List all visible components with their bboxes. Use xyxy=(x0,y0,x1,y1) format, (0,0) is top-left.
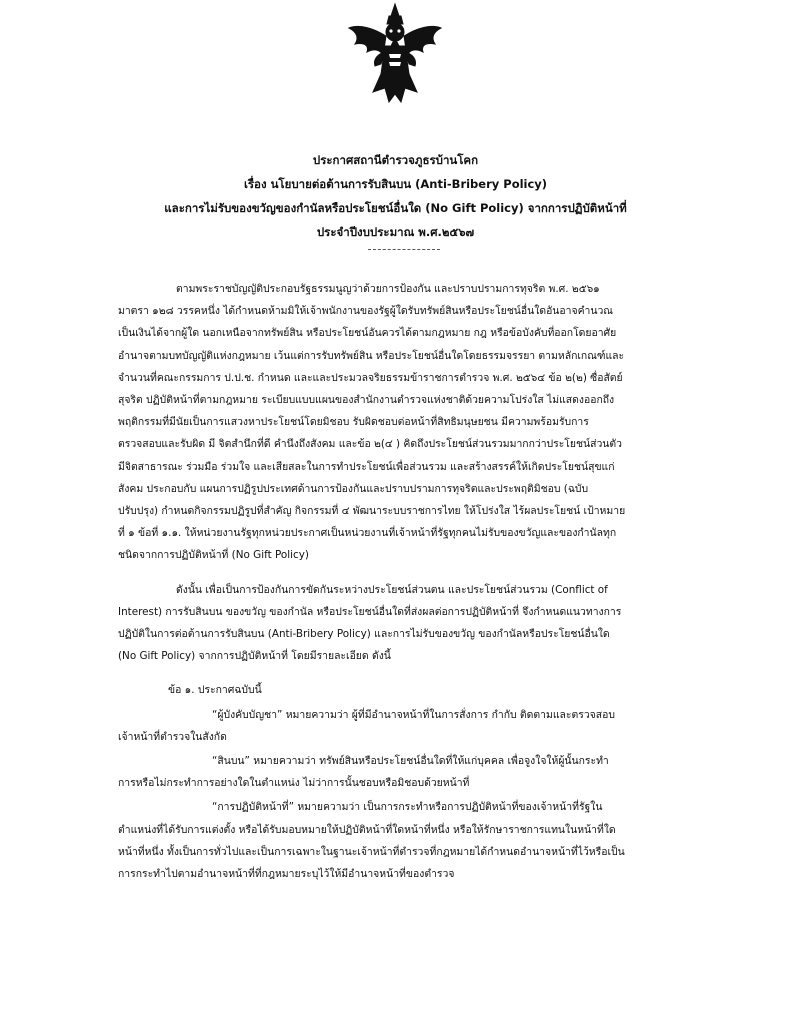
definition-term: “ผู้บังคับบัญชา” xyxy=(212,708,283,721)
paragraph-policy-purpose xyxy=(118,579,702,668)
paragraph-line: สังคม ประกอบกับ แผนการปฏิรูปประเทศด้านการป้องกันและปราบปรามการทุจริตและประพฤติมิชอบ (ฉบับ xyxy=(118,482,589,495)
definition-bribe xyxy=(118,750,702,794)
paragraph-line: Interest) การรับสินบน ของขวัญ ของกำนัล หรือประโยชน์อื่นใดที่ส่งผลต่อการปฏิบัติหน้าที่ จึงกำหนดแนวทางการ xyxy=(118,605,622,618)
paragraph-line: มาตรา ๑๒๘ วรรคหนึ่ง ได้กำหนดห้ามมิให้เจ้าพนักงานของรัฐผู้ใดรับทรัพย์สินหรือประโยชน์อื่นใดอันอาจคำนวณ xyxy=(118,305,613,318)
paragraph-line: ดังนั้น เพื่อเป็นการป้องกันการขัดกันระหว่างประโยชน์ส่วนตน และประโยชน์ส่วนรวม (Conflict of xyxy=(176,583,608,596)
definition-text: หมายความว่า ผู้ที่มีอำนาจหน้าที่ในการสั่งการ กำกับ ติดตามและตรวจสอบ xyxy=(282,708,615,721)
paragraph-line: ตรวจสอบและรับผิด มี จิตสำนึกที่ดี คำนึงถึงสังคม และข้อ ๒(๔ ) คิดถึงประโยชน์ส่วนรวมมากกว่าประโยชน์ส่วนตัว xyxy=(118,438,622,451)
paragraph-legal-basis xyxy=(118,278,702,567)
paragraph-line: ที่ ๑ ข้อที่ ๑.๑. ให้หน่วยงานรัฐทุกหน่วยประกาศเป็นหน่วยงานที่เจ้าหน้าที่รัฐทุกคนไม่รับของขวัญและของกำนัลทุก xyxy=(118,527,617,540)
paragraph-line: ชนิดจากการปฏิบัติหน้าที่ (No Gift Policy) xyxy=(118,549,309,562)
definition-line: หน้าที่หนึ่ง ทั้งเป็นการทั่วไปและเป็นการเฉพาะในฐานะเจ้าหน้าที่ตำรวจที่กฎหมายได้กำหนดอำนาจหน้าที่ไว้หรือเป็น xyxy=(118,845,625,858)
title-line-no-gift: และการไม่รับของขวัญของกำนัลหรือประโยชน์อื่นใด (No Gift Policy) จากการปฏิบัติหน้าที่ xyxy=(164,201,627,215)
paragraph-line: ปฏิบัติในการต่อต้านการรับสินบน (Anti-Bribery Policy) และการไม่รับของขวัญ ของกำนัลหรือประโยชน์อื่นใด xyxy=(118,628,610,641)
definition-line xyxy=(118,704,702,726)
paragraph-line: (No Gift Policy) จากการปฏิบัติหน้าที่ โดยมีรายละเอียด ดังนี้ xyxy=(118,650,391,663)
definition-term: “การปฏิบัติหน้าที่” xyxy=(212,801,295,814)
definition-text: หมายความว่า ทรัพย์สินหรือประโยชน์อื่นใดที่ให้แก่บุคคล เพื่อจูงใจให้ผู้นั้นกระทำ xyxy=(249,755,609,768)
paragraph-line: สุจริต ปฏิบัติหน้าที่ตามกฎหมาย ระเบียบแบบแผนของสำนักงานตำรวจแห่งชาติด้วยความโปร่งใส ไม่แสดงออกถึง xyxy=(118,394,615,407)
title-line-fiscal-year: ประจำปีงบประมาณ พ.ศ.๒๕๖๗ xyxy=(316,225,475,239)
paragraph-line: ตามพระราชบัญญัติประกอบรัฐธรรมนูญว่าด้วยการป้องกัน และปราบปรามการทุจริต พ.ศ. ๒๕๖๑ xyxy=(176,283,600,295)
paragraph-line: อำนาจตามบทบัญญัติแห่งกฎหมาย เว้นแต่การรับทรัพย์สิน หรือประโยชน์อื่นใดโดยธรรมจรรยา ตามหลักเกณฑ์และ xyxy=(118,349,625,362)
paragraph-line: เป็นเงินได้จากผู้ใด นอกเหนือจากทรัพย์สิน หรือประโยชน์อันควรได้ตามกฎหมาย กฎ หรือข้อบังคับที่ออกโดยอาศัย xyxy=(118,327,617,340)
title-line-subject: เรื่อง นโยบายต่อต้านการรับสินบน (Anti-Bribery Policy) xyxy=(243,177,548,191)
definition-line xyxy=(118,796,702,818)
definition-commander xyxy=(118,704,702,748)
announcement-title xyxy=(60,148,731,244)
definition-line: การหรือไม่กระทำการอย่างใดในตำแหน่ง ไม่ว่าการนั้นชอบหรือมิชอบด้วยหน้าที่ xyxy=(118,777,470,790)
title-line-agency: ประกาศสถานีตำรวจภูธรบ้านโคก xyxy=(312,153,479,167)
definition-line: การกระทำไปตามอำนาจหน้าที่ที่กฎหมายระบุไว้ให้มีอำนาจหน้าที่ของตำรวจ xyxy=(118,868,455,881)
definition-text: หมายความว่า เป็นการกระทำหรือการปฏิบัติหน้าที่ของเจ้าหน้าที่รัฐใน xyxy=(294,801,603,814)
definition-term: “สินบน” xyxy=(212,755,250,768)
paragraph-line: มีจิตสาธารณะ ร่วมมือ ร่วมใจ และเสียสละในการทำประโยชน์เพื่อส่วนรวม และสร้างสรรค์ให้เกิดประโยชน์สุขแก่ xyxy=(118,460,615,473)
paragraph-line: ปรับปรุง) กำหนดกิจกรรมปฏิรูปที่สำคัญ กิจกรรมที่ ๔ พัฒนาระบบราชการไทย ให้โปร่งใส ไร้ผลประโยชน์ เป้าหมาย xyxy=(118,505,626,518)
clause-1-heading: ข้อ ๑. ประกาศฉบับนี้ xyxy=(168,684,262,697)
title-divider xyxy=(368,249,440,250)
definition-line xyxy=(118,750,702,772)
definition-line: ตำแหน่งที่ได้รับการแต่งตั้ง หรือได้รับมอบหมายให้ปฏิบัติหน้าที่ใดหน้าที่หนึ่ง หรือให้รักษาราชการแทนในหน้าที่ใด xyxy=(118,823,616,836)
paragraph-line: จำนวนที่คณะกรรมการ ป.ป.ช. กำหนด และและประมวลจริยธรรมข้าราชการตำรวจ พ.ศ. ๒๕๖๔ ข้อ ๒(๒) ซื่อสัตย์ xyxy=(118,371,623,384)
definition-duty xyxy=(118,796,702,885)
paragraph-line: พฤติกรรมที่มีนัยเป็นการแสวงหาประโยชน์โดยมิชอบ รับผิดชอบต่อหน้าที่สิทธิมนุษยชน มีความพร้อมรับการ xyxy=(118,416,589,429)
document-body xyxy=(118,278,702,887)
definition-line: เจ้าหน้าที่ตำรวจในสังกัด xyxy=(118,730,227,743)
garuda-emblem-icon xyxy=(345,2,445,108)
